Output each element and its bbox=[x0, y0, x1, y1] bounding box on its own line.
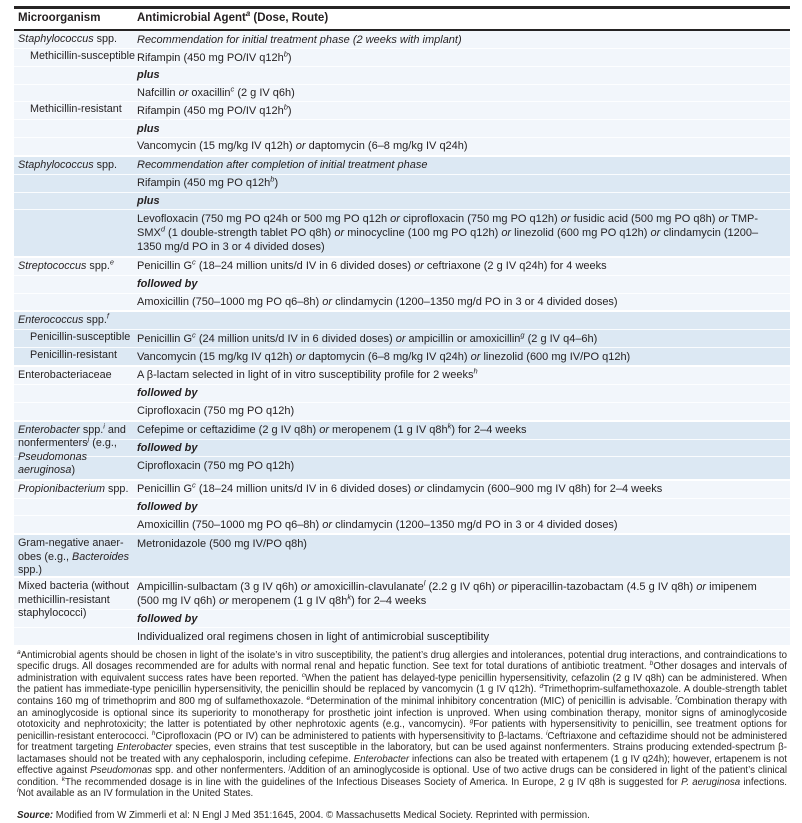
column-header-agent: Antimicrobial Agent$^a$ (Dose, Route) bbox=[137, 9, 329, 24]
microorganism-cell: Enterococcus spp.$^f$ bbox=[18, 311, 109, 327]
table-section bbox=[14, 31, 790, 155]
source-line: Source: Modified from W Zimmerli et al: N Engl J Med 351:1645, 2004. © Massachusetts Medical Society. Reprinted with permission. bbox=[17, 809, 590, 821]
table-section bbox=[14, 155, 790, 256]
agent-cell: Ciprofloxacin (750 mg PO q12h) bbox=[137, 405, 295, 418]
superscript-marker: f bbox=[106, 311, 109, 321]
agent-cell: plus bbox=[137, 122, 160, 135]
superscript-marker: c bbox=[230, 84, 235, 94]
table-row bbox=[14, 275, 790, 293]
superscript-marker: j bbox=[87, 434, 90, 444]
superscript-marker: c bbox=[192, 330, 196, 340]
microorganism-cell: Streptococcus spp.$^e$ bbox=[18, 257, 114, 272]
table-row bbox=[14, 137, 790, 155]
superscript-marker: b bbox=[270, 174, 275, 184]
table-body bbox=[14, 31, 790, 645]
footnotes: $^a$Antimicrobial agents should be chosen in light of the isolate’s in vitro susceptibility, the patient’s drug allergies and intolerances, potential drug interactions, and contraindications to specific drugs. All dosages recommended are for adults with normal renal and hepatic function. See text for total durations of antibiotic treatment. $^b$Other dosages and intervals of administration with equivalent success rates have been reported. $^c$When the patient has delayed-type penicillin hypersensitivity, cefazolin (2 g IV q8h) can be administered. When the patient has immediate-type penicillin hypersensitivity, the penicillin should be replaced by vancomycin (1 g IV q12h). $^d$Trimethoprim-sulfamethoxazole. A double-strength tablet contains 160 mg of trimethoprim and 800 mg of sulfamethoxazole. $^e$Determination of the minimal inhibitory concentration (MIC) of penicillin is advisable. $^f$Combination therapy with an aminoglycoside is optional since its superiority to monotherapy for prosthetic joint infection is unproved. When using combination therapy, monitor signs of aminoglycoside ototoxicity and nephrotoxicity; the latter is potentiated by other nephrotoxic agents (e.g., vancomycin). $^g$For patients with hypersensitivity to penicillin, see treatment options for penicillin-resistant enterococci. $^h$Ciprofloxacin (PO or IV) can be administered to patients with hypersensitivity to β-lactams. $^i$Ceftriaxone and ceftazidime should not be administered for treatment targeting Enterobacter species, even strains that test susceptible in the laboratory, but can be used against nonfermenters. Strains producing extended-spectrum β-lactamases should not be treated with any cephalosporin, including cefepime. Enterobacter infections can also be treated with ertapenem (1 g IV q24h); however, ertapenem is not effective against Pseudomonas spp. and other nonfermenters. $^j$Addition of an aminoglycoside is optional. Use of two active drugs can be considered in light of the patient’s clinical condition. $^k$The recommended dosage is in line with the guidelines of the Infectious Diseases Society of America. In Europe, 2 g IV q8h is suggested for P. aeruginosa infections. $^l$Not available as an IV formulation in the United States. bbox=[17, 648, 788, 800]
table-section bbox=[14, 420, 790, 479]
superscript-marker: e bbox=[306, 694, 311, 702]
superscript-marker: g bbox=[469, 717, 474, 725]
agent-cell: Penicillin $G^c$ (18–24 million units/d IV in 6 divided doses) or clindamycin (600–900 mg IV q8h) for 2–4 weeks bbox=[137, 480, 663, 496]
table-section bbox=[14, 479, 790, 534]
microorganism-cell: Staphylococcus spp. bbox=[18, 33, 118, 45]
superscript-marker: k bbox=[347, 592, 352, 602]
superscript-marker: e bbox=[109, 257, 114, 267]
microorganism-cell: Gram-negative anaer- obes (e.g., Bacteroides spp.) bbox=[18, 537, 130, 577]
table-row bbox=[14, 84, 790, 102]
microorganism-cell: Methicillin-susceptible bbox=[30, 50, 136, 62]
table-row bbox=[14, 627, 790, 645]
agent-cell: Rifampin (450 mg PO/IV $q12h^b$) bbox=[137, 48, 292, 64]
agent-cell: followed by bbox=[137, 612, 198, 625]
table-row bbox=[14, 384, 790, 402]
superscript-marker: c bbox=[301, 671, 305, 679]
agent-cell: followed by bbox=[137, 442, 198, 455]
table-row bbox=[14, 66, 790, 84]
superscript-marker: a bbox=[17, 648, 21, 656]
agent-cell: Amoxicillin (750–1000 mg PO q6–8h) or clindamycin (1200–1350 mg/d PO in 3 or 4 divided doses) bbox=[137, 296, 618, 309]
agent-cell: Rifampin (450 mg PO $q12h^b$) bbox=[137, 174, 279, 190]
agent-cell: Levofloxacin (750 mg PO q24h or 500 mg PO q12h or ciprofloxacin (750 mg PO q12h) or fusidic acid (500 mg PO q8h) or TMP-SMX$^d$ (1 double-strength tablet PO q8h) or minocycline (100 mg PO q12h) or linezolid (600 mg PO q12h) or clindamycin (1200–1350 mg/d PO in 3 or 4 divided doses) bbox=[137, 212, 759, 254]
agent-cell: plus bbox=[137, 69, 160, 82]
table-section bbox=[14, 533, 790, 576]
microorganism-cell: Mixed bacteria (without methicillin-resistant staphylococci) bbox=[18, 580, 130, 620]
table-row bbox=[14, 515, 790, 533]
microorganism-cell: Penicillin-resistant bbox=[30, 349, 118, 362]
agent-cell: Individualized oral regimens chosen in light of antimicrobial susceptibility bbox=[137, 630, 490, 643]
table-section bbox=[14, 256, 790, 311]
microorganism-cell: Propionibacterium spp. bbox=[18, 482, 129, 495]
agent-cell: Vancomycin (15 mg/kg IV q12h) or daptomycin (6–8 mg/kg IV q24h) bbox=[137, 140, 468, 153]
superscript-marker: d bbox=[160, 224, 165, 234]
agent-cell: followed by bbox=[137, 501, 198, 514]
superscript-marker: c bbox=[192, 257, 196, 267]
superscript-marker: j bbox=[288, 764, 291, 772]
agent-cell: Metronidazole (500 mg IV/PO q8h) bbox=[137, 537, 307, 550]
superscript-marker: b bbox=[649, 660, 654, 668]
table-header bbox=[14, 6, 790, 31]
agent-cell: Penicillin $G^c$ (18–24 million units/d IV in 6 divided doses) or ceftriaxone (2 g IV q24h) for 4 weeks bbox=[137, 257, 607, 273]
superscript-marker: k bbox=[447, 421, 452, 431]
agent-cell: plus bbox=[137, 195, 160, 208]
agent-cell: Recommendation after completion of initial treatment phase bbox=[137, 159, 428, 172]
table-row bbox=[14, 293, 790, 311]
agent-cell: Rifampin (450 mg PO/IV $q12h^b$) bbox=[137, 102, 292, 117]
agent-cell: A β-lactam selected in light of in vitro susceptibility profile for 2 weeks$^h$ bbox=[137, 366, 478, 382]
agent-cell: Recommendation for initial treatment phase (2 weeks with implant) bbox=[137, 33, 462, 46]
superscript-marker: l bbox=[423, 577, 426, 587]
superscript-marker: g bbox=[520, 330, 525, 340]
agent-cell: Ciprofloxacin (750 mg PO q12h) bbox=[137, 459, 295, 472]
column-header-microorganism: Microorganism bbox=[18, 12, 101, 24]
table-row bbox=[14, 402, 790, 420]
superscript-marker: i bbox=[103, 420, 105, 430]
table-row bbox=[14, 174, 790, 192]
superscript-marker: i bbox=[545, 729, 548, 737]
antimicrobial-table bbox=[14, 6, 790, 645]
table-row bbox=[14, 209, 790, 255]
table-row bbox=[14, 119, 790, 137]
microorganism-cell: Penicillin-susceptible bbox=[30, 331, 131, 344]
agent-cell: Amoxicillin (750–1000 mg PO q6–8h) or clindamycin (1200–1350 mg/d PO in 3 or 4 divided doses) bbox=[137, 518, 618, 531]
table-section bbox=[14, 365, 790, 420]
superscript-marker: f bbox=[675, 694, 678, 702]
table-row bbox=[14, 192, 790, 210]
table-section bbox=[14, 576, 790, 645]
superscript-marker: a bbox=[245, 9, 251, 19]
agent-cell: Cefepime or ceftazidime (2 g IV q8h) or meropenem (1 g IV $q8h^k$) for 2–4 weeks bbox=[137, 421, 527, 437]
agent-cell: Nafcillin or oxacillin$^c$ (2 g IV q6h) bbox=[137, 84, 295, 100]
table-section bbox=[14, 310, 790, 365]
microorganism-cell: Enterobacter spp.$^i$ and nonfermenters$^j$ (e.g., Pseudomonas aeruginosa) bbox=[18, 420, 126, 477]
agent-cell: Penicillin $G^c$ (24 million units/d IV in 6 divided doses) or ampicillin or amoxicillin$^g$ (2 g IV q4–6h) bbox=[137, 330, 598, 345]
superscript-marker: k bbox=[61, 775, 65, 783]
superscript-marker: b bbox=[283, 102, 288, 112]
agent-cell: Ampicillin-sulbactam (3 g IV q6h) or amoxicillin-clavulanate$^l$ (2.2 g IV q6h) or piperacillin-tazobactam (4.5 g IV q8h) or imipenem (500 mg IV q6h) or meropenem (1 g IV $q8h^k$) for 2–4 weeks bbox=[137, 577, 757, 607]
superscript-marker: b bbox=[283, 48, 288, 58]
agent-cell: Vancomycin (15 mg/kg IV q12h) or daptomycin (6–8 mg/kg IV q24h) or linezolid (600 mg IV/PO q12h) bbox=[137, 350, 631, 363]
microorganism-cell: Methicillin-resistant bbox=[30, 103, 122, 115]
superscript-marker: c bbox=[192, 480, 196, 490]
microorganism-cell: Enterobacteriaceae bbox=[18, 368, 112, 381]
table-row bbox=[14, 498, 790, 516]
agent-cell: followed by bbox=[137, 278, 198, 291]
superscript-marker: d bbox=[539, 683, 544, 691]
superscript-marker: h bbox=[473, 366, 478, 376]
superscript-marker: h bbox=[151, 729, 156, 737]
superscript-marker: l bbox=[17, 787, 19, 795]
agent-cell: followed by bbox=[137, 387, 198, 400]
microorganism-cell: Staphylococcus spp. bbox=[18, 158, 118, 171]
